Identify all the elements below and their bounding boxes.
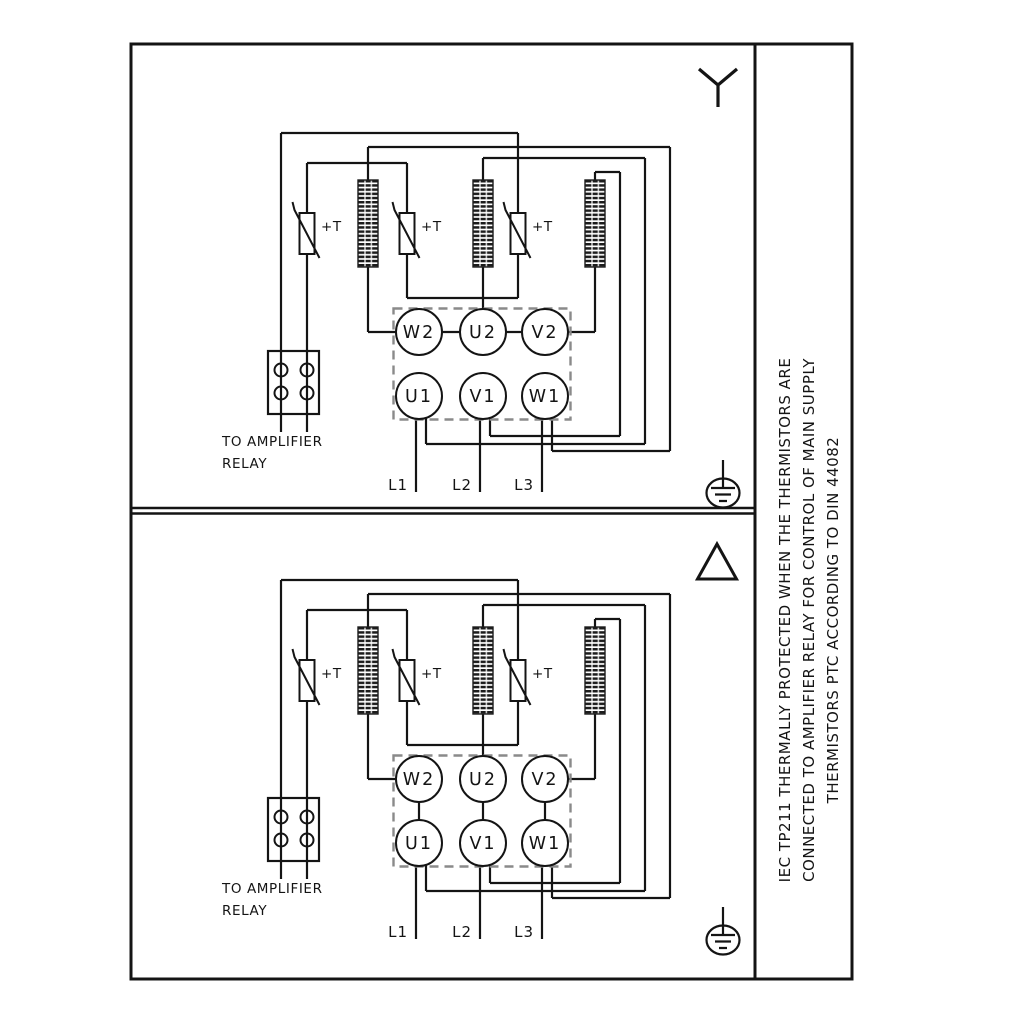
- winding-coil-icon: [473, 627, 493, 714]
- supply-line-label: L2: [452, 923, 472, 941]
- winding-coil-icon: [473, 180, 493, 267]
- supply-line-label: L3: [514, 923, 534, 941]
- terminal-label: W2: [402, 770, 436, 790]
- thermistor-label: +T: [321, 219, 342, 235]
- supply-line-label: L3: [514, 476, 534, 494]
- note-line-2: CONNECTED TO AMPLIFIER RELAY FOR CONTROL OF MAIN SUPPLY: [800, 358, 818, 882]
- relay-caption-line1: TO AMPLIFIER: [222, 434, 323, 450]
- terminal-label: V1: [469, 387, 497, 407]
- winding-coil-icon: [585, 180, 605, 267]
- terminal-label: V2: [531, 323, 559, 343]
- supply-line-label: L2: [452, 476, 472, 494]
- terminal-label: W1: [528, 387, 562, 407]
- terminal-label: U1: [405, 387, 433, 407]
- thermistor-label: +T: [421, 666, 442, 682]
- relay-caption-line2: RELAY: [222, 456, 268, 472]
- terminal-label: V2: [531, 770, 559, 790]
- supply-line-label: L1: [388, 923, 408, 941]
- terminal-label: W1: [528, 834, 562, 854]
- terminal-label: U2: [469, 323, 497, 343]
- thermistor-label: +T: [321, 666, 342, 682]
- terminal-label: U2: [469, 770, 497, 790]
- relay-caption-line1: TO AMPLIFIER: [222, 881, 323, 897]
- relay-caption-line2: RELAY: [222, 903, 268, 919]
- terminal-label: U1: [405, 834, 433, 854]
- terminal-label: W2: [402, 323, 436, 343]
- thermistor-label: +T: [421, 219, 442, 235]
- thermistor-label: +T: [532, 219, 553, 235]
- terminal-label: V1: [469, 834, 497, 854]
- supply-line-label: L1: [388, 476, 408, 494]
- winding-coil-icon: [358, 180, 378, 267]
- note-line-1: IEC TP211 THERMALLY PROTECTED WHEN THE THERMISTORS ARE: [776, 357, 794, 883]
- winding-coil-icon: [585, 627, 605, 714]
- note-line-3: THERMISTORS PTC ACCORDING TO DIN 44082: [824, 436, 842, 804]
- thermistor-label: +T: [532, 666, 553, 682]
- winding-coil-icon: [358, 627, 378, 714]
